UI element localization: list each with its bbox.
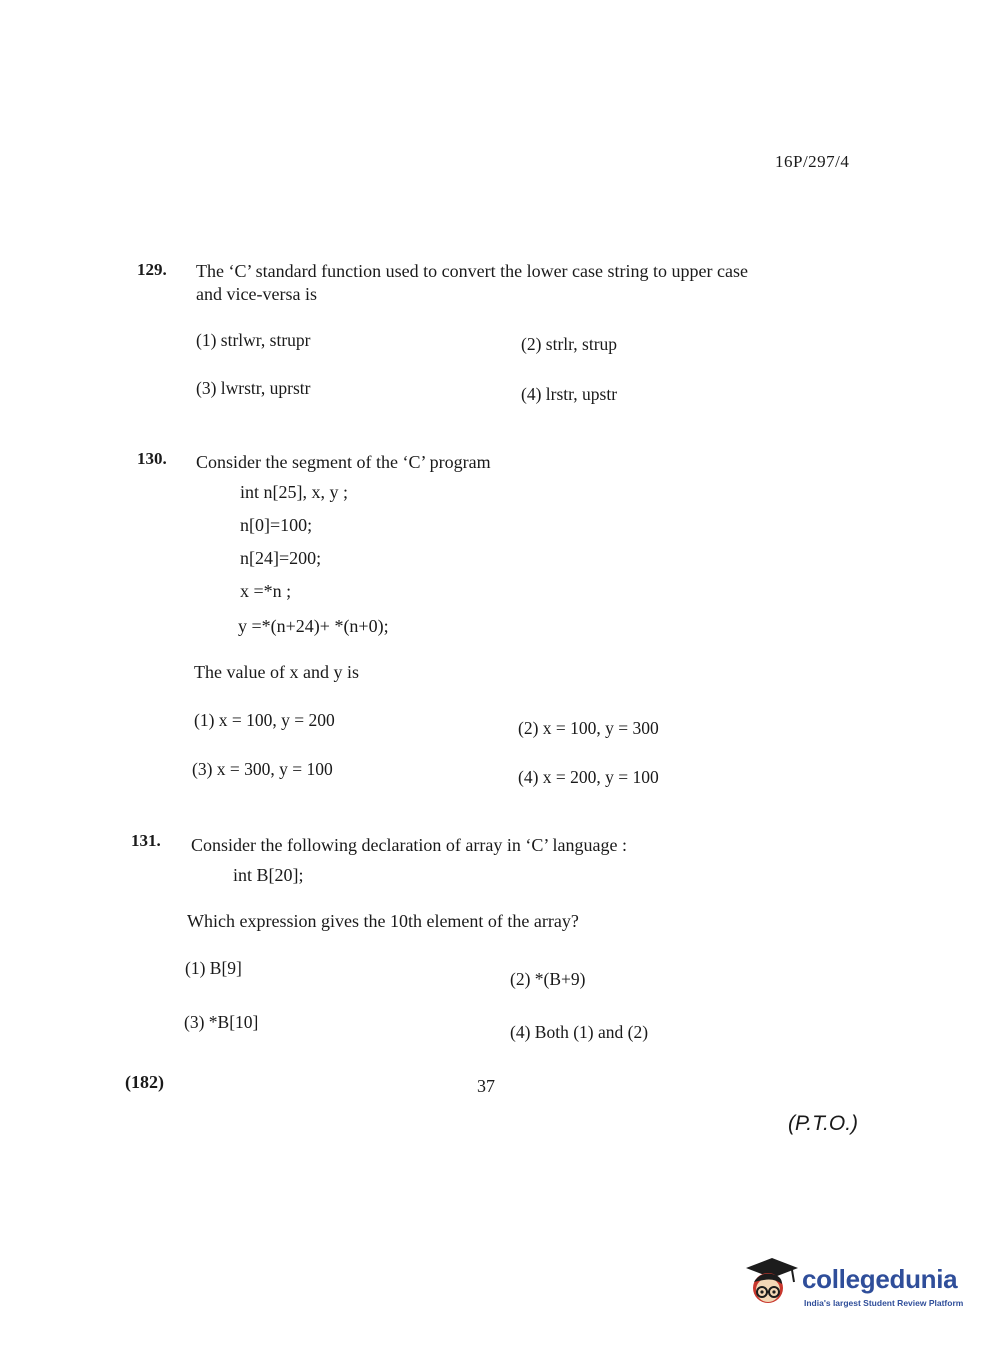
code-line: int B[20]; — [233, 865, 304, 885]
option-1: (1) strlwr, strupr — [196, 330, 311, 350]
option-1: (1) B[9] — [185, 958, 242, 978]
question-number: 129. — [137, 260, 167, 279]
option-4: (4) lrstr, upstr — [521, 384, 618, 404]
option-2: (2) *(B+9) — [510, 969, 586, 989]
option-2: (2) strlr, strup — [521, 334, 618, 354]
question-number: 130. — [137, 449, 167, 468]
question-prompt: The value of x and y is — [194, 662, 359, 682]
collegedunia-logo[interactable] — [742, 1250, 972, 1320]
question-number: 131. — [131, 831, 161, 850]
question-text: Consider the segment of the ‘C’ program — [196, 452, 491, 472]
exam-code: 16P/297/4 — [775, 152, 850, 171]
question-text: and vice-versa is — [196, 284, 317, 304]
brand-tagline: India's largest Student Review Platform — [804, 1298, 964, 1308]
code-line: n[24]=200; — [240, 548, 322, 568]
option-2: (2) x = 100, y = 300 — [518, 718, 659, 738]
page-number: 37 — [477, 1076, 495, 1096]
question-text: The ‘C’ standard function used to convert the lower case string to upper case — [196, 261, 748, 281]
graduate-mascot-icon — [742, 1254, 800, 1312]
code-line: n[0]=100; — [240, 515, 313, 535]
option-3: (3) *B[10] — [184, 1012, 259, 1032]
option-4: (4) Both (1) and (2) — [510, 1022, 649, 1042]
option-3: (3) x = 300, y = 100 — [192, 759, 333, 779]
option-4: (4) x = 200, y = 100 — [518, 767, 659, 787]
option-1: (1) x = 100, y = 200 — [194, 710, 335, 730]
booklet-number: (182) — [125, 1072, 164, 1092]
brand-name: collegedunia — [802, 1264, 958, 1294]
code-line: int n[25], x, y ; — [240, 482, 348, 502]
pto-note: (P.T.O.) — [788, 1112, 859, 1135]
code-line: y =*(n+24)+ *(n+0); — [238, 616, 389, 636]
code-line: x =*n ; — [240, 581, 292, 601]
question-prompt: Which expression gives the 10th element of the array? — [187, 911, 579, 931]
option-3: (3) lwrstr, uprstr — [196, 378, 311, 398]
question-text: Consider the following declaration of array in ‘C’ language : — [191, 835, 628, 855]
